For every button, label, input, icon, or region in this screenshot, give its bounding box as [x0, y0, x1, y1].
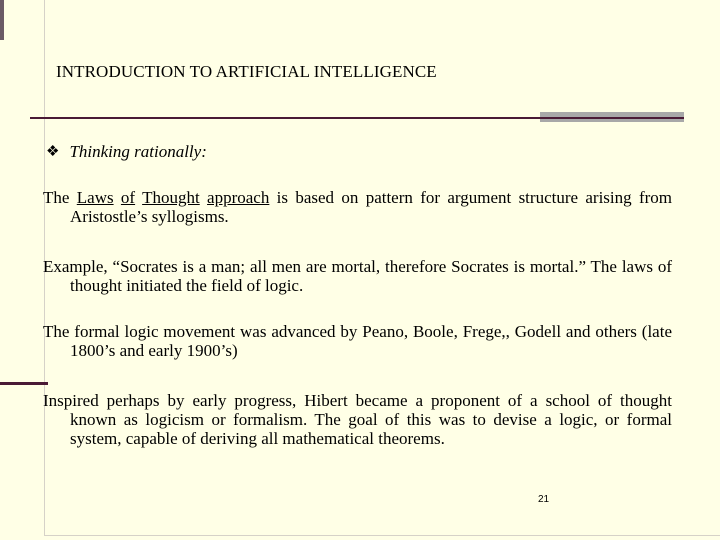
bullet-heading-text: Thinking rationally:	[69, 142, 207, 161]
p1-rest-text: is based on pattern for argument structure arising from Aristostle’s syllogisms.	[70, 188, 673, 226]
page-number: 21	[538, 494, 550, 505]
paragraph-laws-of-thought	[43, 188, 672, 226]
diamond-bullet-icon: ❖	[46, 144, 60, 160]
title-divider	[30, 117, 540, 119]
bottom-border-line	[44, 535, 720, 536]
p1-lead-text: The	[43, 188, 77, 207]
paragraph-formal-logic: The formal logic movement was advanced by Peano, Boole, Frege,, Godell and others (late 1800’s and early 1900’s)	[43, 322, 672, 360]
paragraph-example: Example, “Socrates is a man; all men are mortal, therefore Socrates is mortal.” The laws of thought initiated the field of logic.	[43, 257, 672, 295]
underlined-term-approach: approach	[207, 188, 270, 207]
left-accent-bar	[0, 0, 4, 40]
title-divider-accent-line	[540, 117, 684, 119]
paragraph-hilbert: Inspired perhaps by early progress, Hibert became a proponent of a school of thought known as logicism or formalism. The goal of this was to devise a logic, or formal system, capable of deriving all mathematical theorems.	[43, 391, 672, 448]
slide-title: INTRODUCTION TO ARTIFICIAL INTELLIGENCE	[56, 62, 437, 81]
bullet-heading	[46, 142, 207, 162]
left-accent-stripe	[0, 382, 48, 385]
underlined-term-thought: Thought	[142, 188, 200, 207]
underlined-term-laws: Laws	[76, 188, 114, 207]
underlined-term-of: of	[120, 188, 136, 207]
